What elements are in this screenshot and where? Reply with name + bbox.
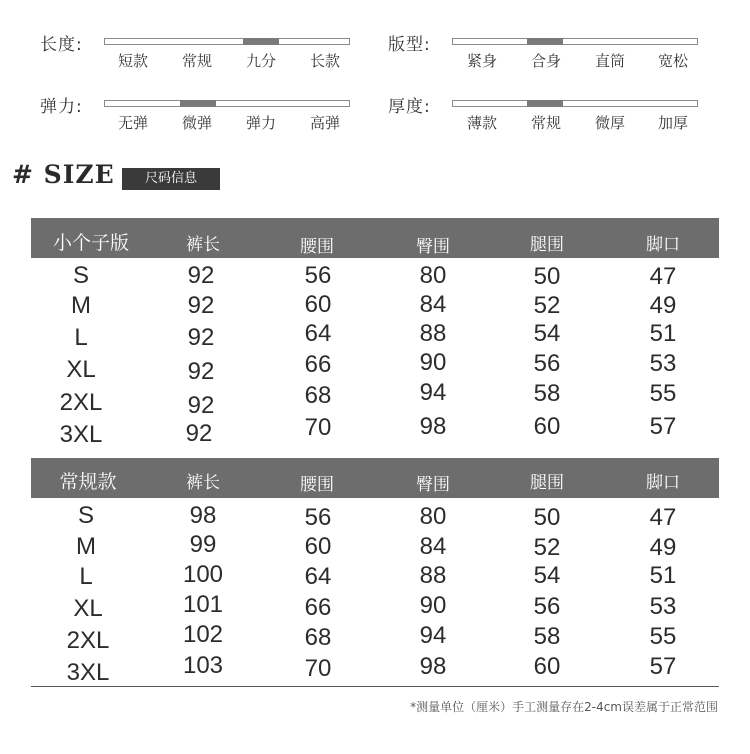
table-cell: 49 [649,292,677,319]
table-cell: 101 [182,591,224,618]
table-cell: 57 [649,413,677,440]
attribute-scale-bar [452,100,698,107]
table-cell-size: XL [66,356,96,383]
table-cell: 53 [649,593,677,620]
table-cell-size: 2XL [59,389,103,416]
table-cell: 92 [187,262,215,289]
attribute-option: 九分 [245,52,276,70]
attribute-selected-segment [243,38,279,45]
table-header-cell: 脚口 [646,473,680,493]
table-bottom-rule [31,686,719,687]
attribute-selected-segment [527,38,563,45]
table-cell-size: L [79,563,93,590]
table-cell: 49 [649,534,677,561]
table-cell: 60 [533,653,561,680]
attribute-selected-segment [180,100,216,107]
attribute-option: 加厚 [657,114,688,132]
table-cell: 80 [419,262,447,289]
table-header-petite [31,218,719,258]
table-cell: 98 [419,653,447,680]
table-cell: 60 [304,533,332,560]
attribute-option: 常规 [181,52,212,70]
table-cell: 92 [187,392,215,419]
table-cell: 102 [182,621,224,648]
table-cell: 52 [533,534,561,561]
table-cell: 70 [304,655,332,682]
table-cell: 57 [649,653,677,680]
table-cell: 100 [182,561,224,588]
attribute-scale-bar [452,38,698,45]
table-cell: 88 [419,320,447,347]
table-header-cell: 臀围 [416,237,450,257]
table-cell: 51 [649,562,677,589]
table-cell: 56 [533,593,561,620]
measurement-footnote: *测量单位（厘米）手工测量存在2-4cm误差属于正常范围 [410,700,718,714]
size-section-tag: 尺码信息 [122,168,220,190]
attribute-option: 合身 [530,52,561,70]
table-cell: 47 [649,263,677,290]
table-cell: 55 [649,623,677,650]
table-cell: 58 [533,380,561,407]
table-cell-size: M [76,533,96,560]
table-header-cell: 腰围 [300,237,334,257]
table-cell: 64 [304,320,332,347]
table-cell: 90 [419,349,447,376]
attribute-option: 薄款 [466,114,497,132]
table-cell-size: 3XL [66,659,110,686]
table-cell: 64 [304,563,332,590]
table-header-cell: 臀围 [416,475,450,495]
attribute-option: 直筒 [594,52,625,70]
attribute-elasticity [40,90,360,142]
size-section-title: # SIZE [12,160,115,189]
table-cell: 94 [419,379,447,406]
attribute-option: 长款 [309,52,340,70]
table-cell: 70 [304,414,332,441]
table-cell: 92 [187,324,215,351]
table-header-cell: 腿围 [530,473,564,493]
table-cell: 80 [419,503,447,530]
table-cell-size: XL [73,595,103,622]
table-cell: 103 [182,652,224,679]
table-cell-size: L [74,324,88,351]
attribute-label: 版型: [388,35,431,55]
table-header-cell: 裤长 [186,235,220,255]
attribute-option: 弹力 [245,114,276,132]
table-cell: 84 [419,533,447,560]
table-header-regular [31,458,719,498]
table-header-cell: 裤长 [186,473,220,493]
table-cell: 55 [649,380,677,407]
table-cell: 94 [419,622,447,649]
table-cell: 92 [187,292,215,319]
attribute-selected-segment [527,100,563,107]
attribute-option: 宽松 [657,52,688,70]
table-cell: 98 [189,502,217,529]
table-cell: 56 [304,504,332,531]
attribute-scale-bar [104,38,350,45]
table-cell-size: M [71,292,91,319]
attribute-label: 厚度: [388,97,431,117]
attribute-option: 常规 [530,114,561,132]
table-cell: 47 [649,504,677,531]
table-cell: 60 [533,413,561,440]
table-cell-size: 2XL [66,627,110,654]
table-cell: 53 [649,350,677,377]
table-cell: 99 [189,531,217,558]
table-cell: 54 [533,562,561,589]
table-header-cell: 腿围 [530,235,564,255]
table-cell: 50 [533,263,561,290]
table-header-cell: 脚口 [646,235,680,255]
table-cell: 66 [304,351,332,378]
table-cell: 51 [649,320,677,347]
table-cell: 68 [304,624,332,651]
table-cell: 68 [304,382,332,409]
table-header-cell: 常规款 [59,471,117,493]
table-cell: 92 [185,420,213,447]
table-cell: 58 [533,623,561,650]
table-cell: 56 [533,350,561,377]
attribute-label: 长度: [40,35,83,55]
table-header-cell: 小个子版 [52,232,129,254]
attribute-option: 微厚 [594,114,625,132]
table-cell: 66 [304,594,332,621]
attribute-label: 弹力: [40,97,83,117]
table-cell: 88 [419,562,447,589]
table-cell: 52 [533,292,561,319]
table-cell: 98 [419,413,447,440]
table-cell: 92 [187,358,215,385]
attribute-scale-bar [104,100,350,107]
attribute-option: 紧身 [466,52,497,70]
table-cell-size: 3XL [59,421,103,448]
attribute-option: 无弹 [117,114,148,132]
attribute-fit [388,28,708,80]
table-cell: 50 [533,504,561,531]
table-cell: 54 [533,320,561,347]
table-cell-size: S [72,262,89,289]
table-header-cell: 腰围 [300,475,334,495]
attribute-length [40,28,360,80]
attribute-option: 微弹 [181,114,212,132]
attribute-option: 短款 [117,52,148,70]
table-cell-size: S [77,502,94,529]
table-cell: 56 [304,262,332,289]
attribute-option: 高弹 [309,114,340,132]
table-cell: 84 [419,291,447,318]
table-cell: 60 [304,291,332,318]
attribute-thickness [388,90,708,142]
table-cell: 90 [419,592,447,619]
